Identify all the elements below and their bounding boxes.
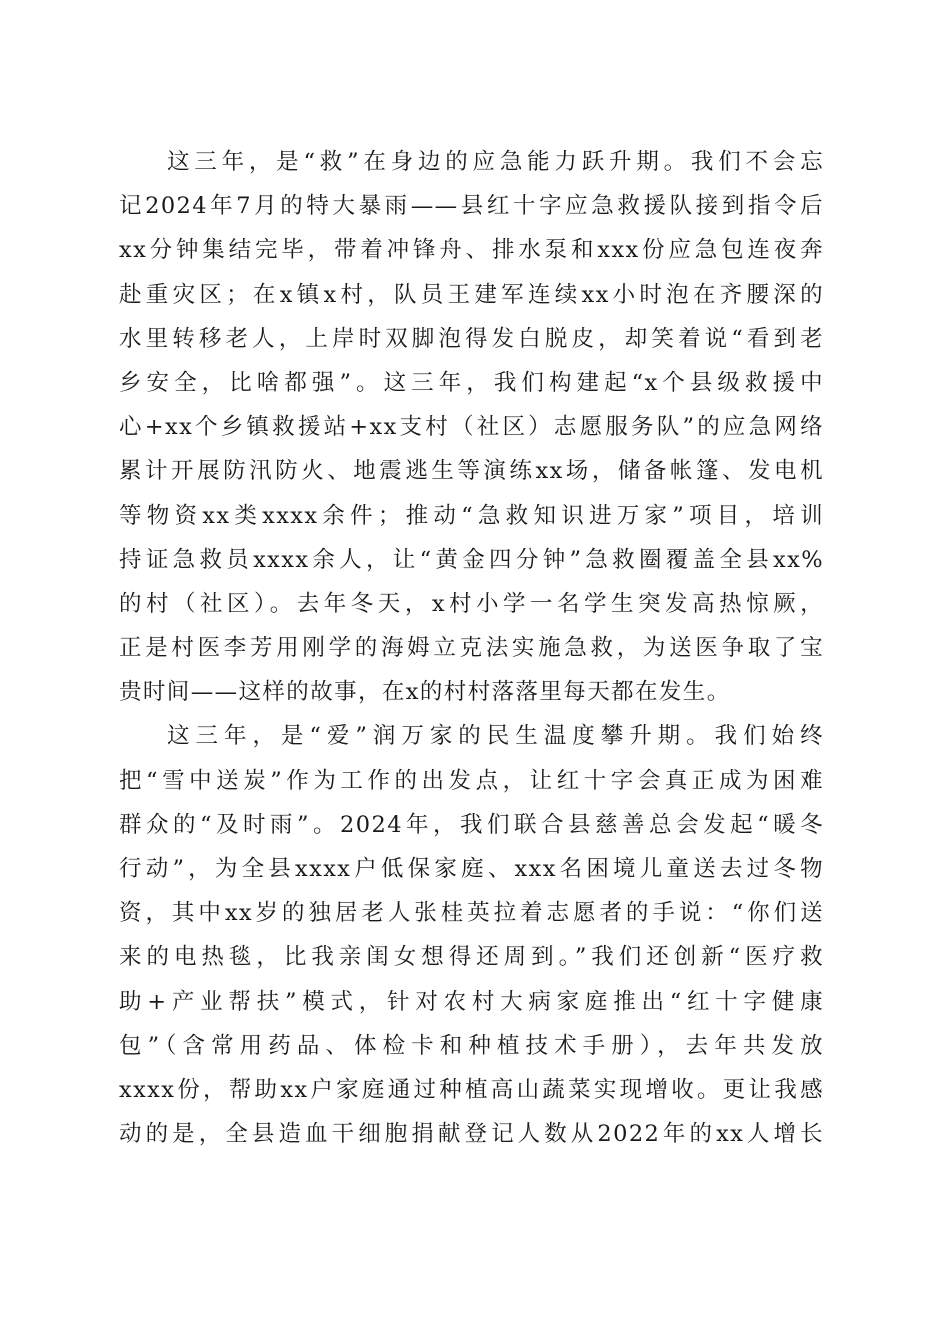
text-line: 助+产业帮扶”模式，针对农村大病家庭推出“红十字健康 [119, 988, 824, 1015]
text-line: 贵时间——这样的故事，在x的村村落落里每天都在发生。 [119, 679, 731, 706]
text-line: 这三年，是“救”在身边的应急能力跃升期。我们不会忘 [167, 149, 824, 175]
paragraph-emergency-rescue [119, 140, 824, 714]
paragraph-livelihood-care [119, 714, 824, 1156]
text-line: 持证急救员xxxx余人，让“黄金四分钟”急救圈覆盖全县xx% [119, 546, 824, 573]
text-line: 群众的“及时雨”。2024年，我们联合县慈善总会发起“暖冬 [119, 811, 824, 838]
text-line: 资，其中xx岁的独居老人张桂英拉着志愿者的手说：“你们送 [119, 900, 824, 927]
text-line: 记2024年7月的特大暴雨——县红十字应急救援队接到指令后 [119, 193, 824, 220]
text-line: 这三年，是“爱”润万家的民生温度攀升期。我们始终 [167, 723, 824, 750]
text-line: 乡安全，比啥都强”。这三年，我们构建起“x个县级救援中 [119, 369, 824, 396]
text-line: 行动”，为全县xxxx户低保家庭、xxx名困境儿童送去过冬物 [119, 856, 824, 882]
text-line: 正是村医李芳用刚学的海姆立克法实施急救，为送医争取了宝 [119, 635, 824, 662]
text-line: 把“雪中送炭”作为工作的出发点，让红十字会真正成为困难 [119, 767, 824, 794]
text-line: 累计开展防汛防火、地震逃生等演练xx场，储备帐篷、发电机 [119, 458, 824, 485]
text-line: xxxx份，帮助xx户家庭通过种植高山蔬菜实现增收。更让我感 [119, 1076, 824, 1103]
text-line: 水里转移老人，上岸时双脚泡得发白脱皮，却笑着说“看到老 [119, 325, 824, 352]
document-page [119, 140, 824, 1156]
text-line: 包”（含常用药品、体检卡和种植技术手册），去年共发放 [119, 1032, 824, 1059]
text-line: 的村（社区）。去年冬天，x村小学一名学生突发高热惊厥， [119, 590, 824, 617]
text-line: 动的是，全县造血干细胞捐献登记人数从2022年的xx人增长 [119, 1121, 824, 1148]
text-line: 来的电热毯，比我亲闺女想得还周到。”我们还创新“医疗救 [119, 944, 824, 971]
text-line: 赴重灾区；在x镇x村，队员王建军连续xx小时泡在齐腰深的 [119, 281, 824, 308]
text-line: 等物资xx类xxxx余件；推动“急救知识进万家”项目，培训 [119, 502, 824, 529]
text-line: 心+xx个乡镇救援站+xx支村（社区）志愿服务队”的应急网络 [119, 414, 824, 441]
text-line: xx分钟集结完毕，带着冲锋舟、排水泵和xxx份应急包连夜奔 [119, 237, 824, 264]
